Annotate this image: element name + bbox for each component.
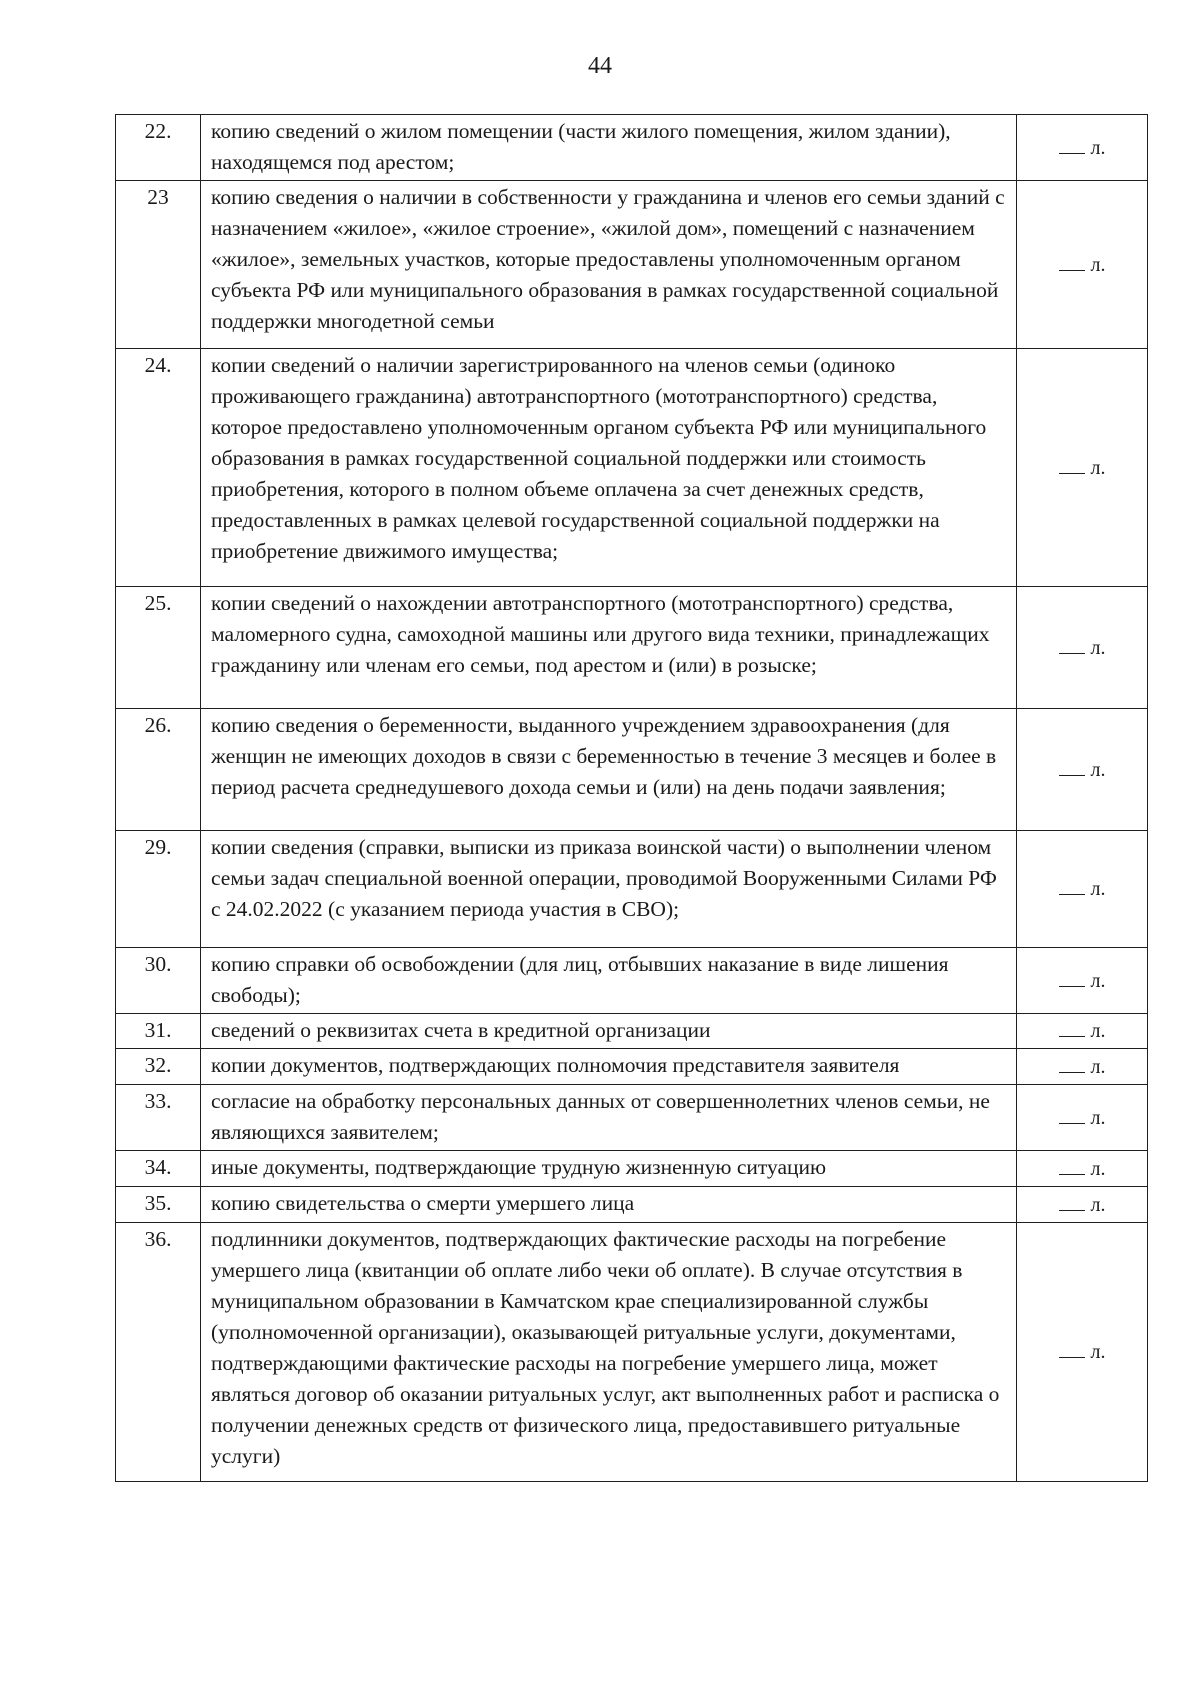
sheet-count-cell (1017, 1187, 1148, 1223)
row-number: 33. (116, 1085, 201, 1151)
sheet-count-blank-line (1059, 1103, 1085, 1124)
sheet-unit-label: л. (1090, 758, 1106, 781)
row-number: 24. (116, 349, 201, 587)
sheet-count-blank-line (1059, 453, 1085, 474)
document-description: копии документов, подтверждающих полномочия представителя заявителя (201, 1049, 1017, 1085)
document-description: копию сведения о наличии в собственности у гражданина и членов его семьи зданий с назначением «жилое», «жилое строение», «жилой дом», помещений с назначением «жилое», земельных участков, которые предоставлены уполномоченным органом субъекта РФ или муниципального образования в рамках государственной социальной поддержки многодетной семьи (201, 181, 1017, 349)
document-description: подлинники документов, подтверждающих фактические расходы на погребение умершего лица (квитанции об оплате либо чеки об оплате). В случае отсутствия в муниципальном образовании в Камчатском крае специализированной службы (уполномоченной организации), оказывающей ритуальные услуги, документами, подтверждающими фактические расходы на погребение умершего лица, может являться договор об оказании ритуальных услуг, акт выполненных работ и расписка о получении денежных средств от физического лица, предоставившего ритуальные услуги) (201, 1223, 1017, 1482)
sheet-unit-label: л. (1090, 878, 1106, 900)
sheet-count-blank-line (1059, 133, 1085, 154)
table-row (116, 1049, 1148, 1085)
row-number: 26. (116, 709, 201, 831)
row-number: 34. (116, 1151, 201, 1187)
sheet-unit-label: л. (1090, 253, 1106, 276)
sheet-count-cell (1017, 948, 1148, 1014)
sheet-unit-label: л. (1090, 1055, 1106, 1078)
sheet-count-blank-line (1059, 966, 1085, 987)
table-row (116, 587, 1148, 709)
document-description: копию свидетельства о смерти умершего лица (201, 1187, 1017, 1223)
documents-table (115, 114, 1148, 1482)
sheet-unit-label: л. (1090, 1193, 1106, 1216)
document-description: копии сведения (справки, выписки из приказа воинской части) о выполнении членом семьи задач специальной военной операции, проводимой Вооруженными Силами РФ с 24.02.2022 (с указанием периода участия в СВО); (201, 831, 1017, 948)
row-number: 29. (116, 831, 201, 948)
document-description: копию справки об освобождении (для лиц, отбывших наказание в виде лишения свободы); (201, 948, 1017, 1014)
table-row (116, 1187, 1148, 1223)
sheet-count-blank-line (1059, 1016, 1085, 1037)
sheet-unit-label: л. (1090, 136, 1106, 159)
document-description: сведений о реквизитах счета в кредитной организации (201, 1014, 1017, 1049)
sheet-unit-label: л. (1090, 456, 1106, 479)
documents-table-body (116, 115, 1148, 1482)
sheet-count-cell (1017, 587, 1148, 709)
sheet-unit-label: л. (1090, 1106, 1106, 1129)
document-description: копию сведений о жилом помещении (части жилого помещения, жилом здании), находящемся под арестом; (201, 115, 1017, 181)
row-number: 32. (116, 1049, 201, 1085)
sheet-unit-label: л. (1090, 969, 1106, 992)
table-row (116, 1085, 1148, 1151)
sheet-count-blank-line (1059, 1190, 1085, 1211)
sheet-count-blank-line (1059, 1052, 1085, 1073)
sheet-count-blank-line (1059, 1154, 1085, 1175)
row-number: 35. (116, 1187, 201, 1223)
document-description: копию сведения о беременности, выданного учреждением здравоохранения (для женщин не имеющих доходов в связи с беременностью в течение 3 месяцев и более в период расчета среднедушевого дохода семьи и (или) на день подачи заявления; (201, 709, 1017, 831)
row-number: 31. (116, 1014, 201, 1049)
sheet-unit-label: л. (1090, 1020, 1106, 1042)
sheet-count-cell (1017, 349, 1148, 587)
document-description: копии сведений о наличии зарегистрированного на членов семьи (одиноко проживающего гражданина) автотранспортного (мототранспортного) средства, которое предоставлено уполномоченным органом субъекта РФ или муниципального образования в рамках государственной социальной поддержки или стоимость приобретения, которого в полном объеме оплачена за счет денежных средств, предоставленных в рамках целевой государственной социальной поддержки на приобретение движимого имущества; (201, 349, 1017, 587)
table-row (116, 709, 1148, 831)
sheet-count-cell (1017, 831, 1148, 948)
document-description: согласие на обработку персональных данных от совершеннолетних членов семьи, не являющихся заявителем; (201, 1085, 1017, 1151)
table-row (116, 831, 1148, 948)
sheet-count-cell (1017, 1014, 1148, 1049)
sheet-count-cell (1017, 1151, 1148, 1187)
table-row (116, 1014, 1148, 1049)
document-description: иные документы, подтверждающие трудную жизненную ситуацию (201, 1151, 1017, 1187)
sheet-count-blank-line (1059, 755, 1085, 776)
table-row (116, 349, 1148, 587)
sheet-unit-label: л. (1090, 636, 1106, 659)
row-number: 23 (116, 181, 201, 349)
sheet-count-blank-line (1059, 250, 1085, 271)
sheet-unit-label: л. (1090, 1341, 1106, 1363)
sheet-count-cell (1017, 115, 1148, 181)
table-row (116, 1151, 1148, 1187)
row-number: 25. (116, 587, 201, 709)
page-number: 44 (588, 53, 612, 79)
sheet-count-cell (1017, 709, 1148, 831)
sheet-count-blank-line (1059, 633, 1085, 654)
row-number: 22. (116, 115, 201, 181)
sheet-count-blank-line (1059, 1337, 1085, 1358)
row-number: 30. (116, 948, 201, 1014)
sheet-count-blank-line (1059, 874, 1085, 895)
document-description: копии сведений о нахождении автотранспортного (мототранспортного) средства, маломерного судна, самоходной машины или другого вида техники, принадлежащих гражданину или членам его семьи, под арестом и (или) в розыске; (201, 587, 1017, 709)
sheet-count-cell (1017, 1049, 1148, 1085)
table-row (116, 948, 1148, 1014)
row-number: 36. (116, 1223, 201, 1482)
sheet-count-cell (1017, 181, 1148, 349)
table-row (116, 115, 1148, 181)
sheet-count-cell (1017, 1085, 1148, 1151)
table-row (116, 1223, 1148, 1482)
sheet-count-cell (1017, 1223, 1148, 1482)
sheet-unit-label: л. (1090, 1157, 1106, 1180)
table-row (116, 181, 1148, 349)
